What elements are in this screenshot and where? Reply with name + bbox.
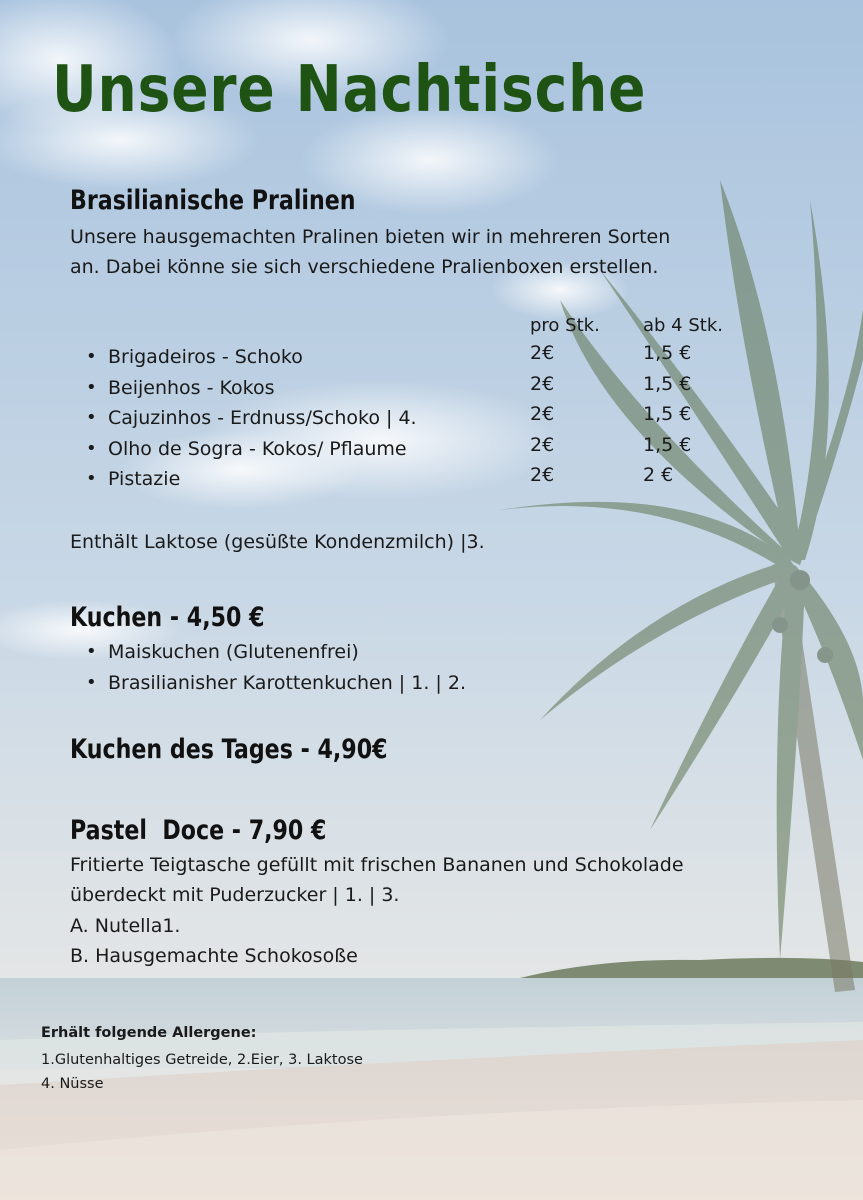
bullet-icon: • bbox=[86, 468, 97, 489]
bullet-icon: • bbox=[86, 376, 97, 398]
bullet-icon: • bbox=[86, 346, 97, 367]
praline-price-single: 2€ bbox=[530, 342, 555, 364]
pastel-description-line-1: Fritierte Teigtasche gefüllt mit frischen Bananen und Schokolade bbox=[70, 854, 684, 876]
praline-price-four: 2 € bbox=[643, 464, 674, 486]
cake-name: Maiskuchen (Glutenenfrei) bbox=[108, 641, 359, 663]
pastel-doce-heading: Pastel Doce - 7,90 € bbox=[70, 815, 327, 846]
praline-price-four: 1,5 € bbox=[643, 372, 692, 395]
pralinen-description-line-1: Unsere hausgemachten Pralinen bieten wir in mehreren Sorten bbox=[70, 226, 671, 248]
bullet-icon: • bbox=[86, 437, 97, 459]
praline-price-single: 2€ bbox=[530, 464, 555, 486]
kuchen-heading: Kuchen - 4,50 € bbox=[70, 602, 265, 633]
pralinen-heading: Brasilianische Pralinen bbox=[70, 185, 356, 216]
allergen-line-2: 4. Nüsse bbox=[41, 1076, 104, 1092]
pastel-description-line-2: überdeckt mit Puderzucker | 1. | 3. bbox=[70, 884, 400, 906]
allergen-heading: Erhält folgende Allergene: bbox=[41, 1025, 257, 1041]
praline-name: Beijenhos - Kokos bbox=[108, 376, 275, 399]
praline-price-single: 2€ bbox=[530, 372, 555, 395]
praline-price-single: 2€ bbox=[530, 433, 555, 456]
bullet-icon: • bbox=[86, 407, 97, 428]
praline-price-four: 1,5 € bbox=[643, 433, 692, 456]
price-header-single: pro Stk. bbox=[530, 315, 600, 336]
praline-price-four: 1,5 € bbox=[643, 403, 692, 425]
praline-price-four: 1,5 € bbox=[643, 342, 692, 364]
pastel-option-b: B. Hausgemachte Schokosoße bbox=[70, 945, 358, 967]
price-header-four: ab 4 Stk. bbox=[643, 315, 723, 336]
praline-name: Olho de Sogra - Kokos/ Pflaume bbox=[108, 437, 407, 460]
bullet-icon: • bbox=[86, 641, 97, 662]
pralinen-allergen-note: Enthält Laktose (gesüßte Kondenzmilch) |3. bbox=[70, 531, 485, 553]
cake-name: Brasilianisher Karottenkuchen | 1. | 2. bbox=[108, 671, 466, 694]
bullet-icon: • bbox=[86, 671, 97, 693]
allergen-line-1: 1.Glutenhaltiges Getreide, 2.Eier, 3. Laktose bbox=[41, 1052, 363, 1068]
praline-name: Brigadeiros - Schoko bbox=[108, 346, 303, 368]
praline-name: Pistazie bbox=[108, 468, 181, 490]
kuchen-des-tages-heading: Kuchen des Tages - 4,90€ bbox=[70, 734, 388, 765]
praline-name: Cajuzinhos - Erdnuss/Schoko | 4. bbox=[108, 407, 417, 429]
praline-price-single: 2€ bbox=[530, 403, 555, 425]
pastel-option-a: A. Nutella1. bbox=[70, 915, 181, 937]
page-title: Unsere Nachtische bbox=[52, 53, 647, 127]
pralinen-description-line-2: an. Dabei könne sie sich verschiedene Pralienboxen erstellen. bbox=[70, 256, 659, 278]
